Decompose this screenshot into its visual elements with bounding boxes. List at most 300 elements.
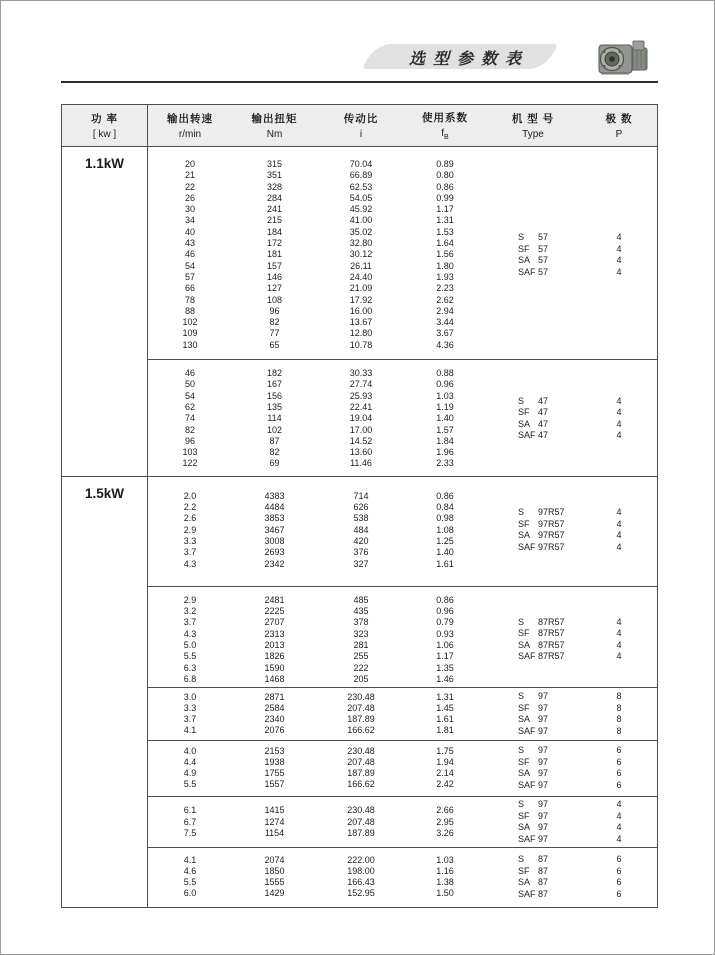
type-prefix: SAF — [518, 430, 536, 441]
type-column — [485, 799, 581, 845]
cell-value: 7.5 — [183, 827, 197, 838]
power-section — [62, 147, 657, 476]
cell-value: 328 — [266, 181, 283, 192]
type-prefix: S — [518, 507, 525, 518]
cell-value: 2013 — [264, 639, 285, 650]
cell-value: 1.84 — [436, 435, 454, 446]
pole-count: 6 — [616, 779, 622, 790]
poles-column — [581, 617, 657, 663]
cell-value: 207.48 — [347, 756, 375, 767]
power-rating-label: 1.5kW — [62, 477, 148, 907]
cell-value: 152.95 — [347, 888, 375, 899]
pole-count: 6 — [616, 888, 622, 899]
cell-value: 2.66 — [436, 805, 454, 816]
cell-value: 2313 — [264, 628, 285, 639]
cell-value: 5.0 — [183, 639, 197, 650]
type-model: 97R57 — [538, 518, 565, 529]
type-prefix: S — [518, 799, 525, 810]
cell-value: 2.9 — [183, 524, 197, 535]
gearbox-variant-block — [148, 796, 657, 847]
cell-value: 0.88 — [436, 368, 454, 379]
type-model: 97 — [538, 833, 549, 844]
cell-value: 167 — [266, 379, 283, 390]
type-designation — [518, 396, 581, 408]
cell-value: 1.38 — [436, 877, 454, 888]
cell-value: 82 — [269, 317, 280, 328]
type-model: 87 — [538, 888, 549, 899]
cell-value: 13.60 — [349, 447, 373, 458]
torque-column — [232, 855, 317, 900]
cell-value: 2153 — [264, 745, 285, 756]
cell-value: 378 — [353, 617, 369, 628]
cell-value: 1.93 — [436, 271, 454, 282]
cell-value: 4.4 — [183, 756, 197, 767]
cell-value: 6.8 — [183, 673, 197, 684]
pole-count: 4 — [616, 507, 622, 518]
cell-value: 54 — [184, 260, 195, 271]
cell-value: 2.2 — [183, 502, 197, 513]
cell-value: 166.62 — [347, 779, 375, 790]
speed-column — [148, 159, 232, 351]
cell-value: 241 — [266, 204, 283, 215]
cell-value: 2.14 — [436, 768, 454, 779]
type-prefix: SF — [518, 756, 530, 767]
cell-value: 21 — [184, 170, 195, 181]
cell-value: 30.33 — [349, 368, 373, 379]
cell-value: 3.26 — [436, 827, 454, 838]
type-prefix: SA — [518, 822, 531, 833]
cell-value: 82 — [269, 447, 280, 458]
cell-value: 255 — [353, 651, 369, 662]
cell-value: 127 — [266, 283, 283, 294]
pole-count: 6 — [616, 756, 622, 767]
cell-value: 1.61 — [436, 558, 454, 569]
cell-value: 135 — [266, 401, 283, 412]
section-blocks — [148, 477, 657, 907]
type-designation — [518, 877, 581, 889]
cell-value: 2707 — [264, 617, 285, 628]
type-model: 97 — [538, 745, 549, 756]
type-designation — [518, 799, 581, 811]
cell-value: 130 — [182, 339, 198, 350]
type-designation — [518, 640, 581, 652]
cell-value: 46 — [184, 249, 195, 260]
cell-value: 3.7 — [183, 617, 197, 628]
type-designation — [518, 419, 581, 431]
speed-column — [148, 595, 232, 685]
cell-value: 4.3 — [183, 628, 197, 639]
type-designation — [518, 617, 581, 629]
speed-column — [148, 855, 232, 900]
cell-value: 30.12 — [349, 249, 373, 260]
cell-value: 66 — [184, 283, 195, 294]
cell-value: 1.46 — [436, 673, 454, 684]
type-designation — [518, 703, 581, 715]
cell-value: 2.62 — [436, 294, 454, 305]
type-prefix: SAF — [518, 725, 536, 736]
poles-column — [581, 396, 657, 442]
type-column — [485, 854, 581, 900]
cell-value: 281 — [353, 639, 369, 650]
cell-value: 4.9 — [183, 768, 197, 779]
pole-count: 4 — [616, 651, 622, 662]
type-designation — [518, 745, 581, 757]
power-section — [62, 476, 657, 907]
type-designation — [518, 255, 581, 267]
cell-value: 187.89 — [347, 714, 375, 725]
type-model: 87 — [538, 854, 549, 865]
speed-column — [148, 805, 232, 839]
cell-value: 222 — [353, 662, 369, 673]
cell-value: 4.1 — [183, 854, 197, 865]
gearbox-variant-block — [148, 477, 657, 586]
cell-value: 65 — [269, 339, 280, 350]
type-prefix: SAF — [518, 651, 536, 662]
cell-value: 215 — [266, 215, 283, 226]
pole-count: 4 — [616, 799, 622, 810]
header-divider — [61, 81, 658, 83]
ratio-column — [317, 805, 405, 839]
type-column — [485, 396, 581, 442]
pole-count: 4 — [616, 822, 622, 833]
type-designation — [518, 232, 581, 244]
type-designation — [518, 822, 581, 834]
cell-value: 4.0 — [183, 745, 197, 756]
ratio-column — [317, 692, 405, 737]
cell-value: 0.89 — [436, 159, 454, 169]
cell-value: 230.48 — [347, 805, 375, 816]
type-prefix: SAF — [518, 833, 536, 844]
pole-count: 4 — [616, 616, 622, 627]
cell-value: 46 — [184, 368, 195, 379]
cell-value: 1.17 — [436, 651, 454, 662]
cell-value: 69 — [269, 458, 280, 469]
cell-value: 57 — [184, 271, 195, 282]
gearbox-variant-block — [148, 359, 657, 476]
cell-value: 22 — [184, 181, 195, 192]
cell-value: 96 — [269, 305, 280, 316]
cell-value: 1.03 — [436, 854, 454, 865]
type-designation — [518, 768, 581, 780]
service-factor-column — [405, 805, 485, 839]
ratio-column — [317, 159, 405, 351]
cell-value: 16.00 — [349, 305, 373, 316]
type-prefix: S — [518, 616, 525, 627]
cell-value: 1.19 — [436, 401, 454, 412]
torque-column — [232, 368, 317, 470]
cell-value: 10.78 — [349, 339, 373, 350]
cell-value: 420 — [353, 535, 369, 546]
cell-value: 1.16 — [436, 865, 454, 876]
type-designation — [518, 542, 581, 554]
pole-count: 4 — [616, 628, 622, 639]
col-header-power: 功 率 [ kw ] — [62, 105, 148, 146]
cell-value: 0.93 — [436, 628, 454, 639]
torque-column — [232, 805, 317, 839]
cell-value: 6.0 — [183, 888, 197, 899]
cell-value: 17.00 — [349, 424, 373, 435]
cell-value: 1850 — [264, 865, 285, 876]
gearbox-variant-block — [148, 586, 657, 687]
poles-column — [581, 799, 657, 845]
type-prefix: S — [518, 232, 525, 243]
type-column — [485, 617, 581, 663]
pole-count: 4 — [616, 255, 622, 266]
cell-value: 166.43 — [347, 877, 375, 888]
torque-column — [232, 491, 317, 570]
cell-value: 114 — [267, 413, 282, 424]
service-factor-column — [405, 159, 485, 351]
cell-value: 3.3 — [183, 702, 197, 713]
cell-value: 351 — [266, 170, 283, 181]
type-model: 87R57 — [538, 639, 565, 650]
cell-value: 70.04 — [349, 159, 373, 169]
cell-value: 82 — [184, 424, 195, 435]
cell-value: 2.0 — [183, 490, 197, 501]
gearbox-variant-block — [148, 847, 657, 907]
cell-value: 6.7 — [183, 816, 197, 827]
cell-value: 54.05 — [349, 192, 373, 203]
pole-count: 4 — [616, 530, 622, 541]
cell-value: 77 — [269, 328, 280, 339]
cell-value: 4383 — [264, 490, 285, 501]
type-model: 47 — [538, 418, 549, 429]
poles-column — [581, 507, 657, 553]
cell-value: 205 — [353, 673, 369, 684]
ratio-column — [317, 855, 405, 900]
type-designation — [518, 866, 581, 878]
cell-value: 1826 — [264, 651, 285, 662]
type-prefix: SA — [518, 714, 531, 725]
cell-value: 2.6 — [183, 513, 197, 524]
cell-value: 26.11 — [350, 260, 372, 271]
gearbox-variant-block — [148, 740, 657, 796]
pole-count: 4 — [616, 430, 622, 441]
cell-value: 122 — [182, 458, 198, 469]
cell-value: 157 — [266, 260, 283, 271]
type-designation — [518, 267, 581, 279]
type-model: 97 — [538, 779, 549, 790]
cell-value: 6.3 — [183, 662, 197, 673]
pole-count: 4 — [616, 407, 622, 418]
type-model: 87 — [538, 877, 549, 888]
pole-count: 6 — [616, 745, 622, 756]
cell-value: 78 — [184, 294, 195, 305]
type-designation — [518, 519, 581, 531]
cell-value: 1.61 — [436, 714, 454, 725]
cell-value: 102 — [266, 424, 283, 435]
pole-count: 6 — [616, 854, 622, 865]
cell-value: 1557 — [264, 779, 285, 790]
cell-value: 26 — [184, 192, 195, 203]
cell-value: 376 — [353, 547, 369, 558]
type-designation — [518, 854, 581, 866]
cell-value: 17.92 — [349, 294, 373, 305]
cell-value: 230.48 — [347, 745, 375, 756]
type-designation — [518, 244, 581, 256]
speed-column — [148, 368, 232, 470]
cell-value: 62.53 — [349, 181, 373, 192]
type-designation — [518, 628, 581, 640]
pole-count: 8 — [616, 725, 622, 736]
type-model: 57 — [538, 266, 549, 277]
cell-value: 4.6 — [183, 865, 197, 876]
torque-column — [232, 692, 317, 737]
cell-value: 19.04 — [349, 413, 373, 424]
cell-value: 3.44 — [436, 317, 454, 328]
type-designation — [518, 726, 581, 738]
gear-motor-photo-icon — [595, 36, 655, 80]
type-model: 87R57 — [538, 628, 565, 639]
type-model: 87R57 — [538, 616, 565, 627]
cell-value: 34 — [184, 215, 195, 226]
type-prefix: SAF — [518, 266, 536, 277]
cell-value: 4.3 — [183, 558, 197, 569]
col-header-service-factor: 使用系数 $f_B$ — [422, 112, 468, 141]
cell-value: 187.89 — [347, 768, 375, 779]
type-prefix: SF — [518, 518, 530, 529]
cell-value: 41.00 — [349, 215, 373, 226]
cell-value: 484 — [353, 524, 369, 535]
poles-column — [581, 854, 657, 900]
cell-value: 0.99 — [436, 192, 454, 203]
col-header-type: 机 型 号 Type — [511, 113, 555, 140]
cell-value: 327 — [353, 558, 369, 569]
service-factor-column — [405, 595, 485, 685]
cell-value: 102 — [182, 317, 198, 328]
cell-value: 0.86 — [436, 594, 454, 605]
cell-value: 198.00 — [347, 865, 375, 876]
cell-value: 109 — [182, 328, 198, 339]
torque-column — [232, 595, 317, 685]
page-title: 选 型 参 数 表 — [408, 51, 523, 68]
cell-value: 1.08 — [436, 524, 454, 535]
cell-value: 1.75 — [436, 745, 454, 756]
type-model: 47 — [538, 407, 549, 418]
type-model: 57 — [538, 255, 549, 266]
type-prefix: SAF — [518, 779, 536, 790]
cell-value: 25.93 — [349, 390, 373, 401]
type-column — [485, 745, 581, 791]
cell-value: 156 — [266, 390, 283, 401]
pole-count: 8 — [616, 714, 622, 725]
service-factor-column — [405, 746, 485, 791]
cell-value: 5.5 — [183, 651, 197, 662]
pole-count: 6 — [616, 877, 622, 888]
type-column — [485, 507, 581, 553]
pole-count: 4 — [616, 243, 622, 254]
pole-count: 4 — [616, 639, 622, 650]
col-header-speed: 输出转速 r/min — [167, 113, 213, 140]
type-prefix: SAF — [518, 541, 536, 552]
type-prefix: SF — [518, 243, 530, 254]
cell-value: 0.84 — [436, 502, 454, 513]
cell-value: 30 — [184, 204, 195, 215]
type-model: 97 — [538, 691, 549, 702]
cell-value: 2076 — [264, 725, 285, 736]
cell-value: 50 — [184, 379, 195, 390]
cell-value: 187.89 — [347, 827, 375, 838]
cell-value: 2.23 — [436, 283, 454, 294]
service-factor-column — [405, 692, 485, 737]
cell-value: 3.3 — [183, 535, 197, 546]
cell-value: 21.09 — [349, 283, 373, 294]
cell-value: 1.31 — [436, 691, 454, 702]
type-prefix: S — [518, 395, 525, 406]
cell-value: 3853 — [264, 513, 285, 524]
cell-value: 2584 — [264, 702, 285, 713]
speed-column — [148, 746, 232, 791]
cell-value: 54 — [184, 390, 195, 401]
cell-value: 108 — [266, 294, 283, 305]
type-prefix: SF — [518, 702, 530, 713]
type-prefix: SA — [518, 530, 531, 541]
type-prefix: SF — [518, 865, 530, 876]
cell-value: 5.5 — [183, 779, 197, 790]
cell-value: 626 — [353, 502, 369, 513]
type-model: 57 — [538, 243, 549, 254]
type-designation — [518, 834, 581, 846]
cell-value: 13.67 — [349, 317, 373, 328]
cell-value: 222.00 — [347, 854, 375, 865]
type-column — [485, 691, 581, 737]
cell-value: 4484 — [264, 502, 285, 513]
cell-value: 0.96 — [436, 379, 454, 390]
cell-value: 172 — [266, 238, 283, 249]
type-designation — [518, 757, 581, 769]
pole-count: 4 — [616, 232, 622, 243]
cell-value: 1.53 — [436, 226, 454, 237]
type-prefix: SF — [518, 810, 530, 821]
type-model: 97 — [538, 714, 549, 725]
type-model: 97 — [538, 822, 549, 833]
type-designation — [518, 714, 581, 726]
type-column — [485, 232, 581, 278]
cell-value: 3008 — [264, 535, 285, 546]
cell-value: 1.64 — [436, 238, 454, 249]
cell-value: 2693 — [264, 547, 285, 558]
cell-value: 45.92 — [349, 204, 373, 215]
type-model: 97 — [538, 756, 549, 767]
cell-value: 40 — [184, 226, 195, 237]
cell-value: 485 — [353, 594, 369, 605]
ratio-column — [317, 746, 405, 791]
type-designation — [518, 780, 581, 792]
cell-value: 88 — [184, 305, 195, 316]
cell-value: 3.2 — [183, 606, 197, 617]
type-designation — [518, 530, 581, 542]
cell-value: 1.06 — [436, 639, 454, 650]
type-model: 97R57 — [538, 541, 565, 552]
cell-value: 103 — [182, 447, 198, 458]
type-model: 97 — [538, 799, 549, 810]
pole-count: 6 — [616, 865, 622, 876]
type-prefix: SA — [518, 639, 531, 650]
cell-value: 3.67 — [436, 328, 454, 339]
table-body — [62, 147, 657, 907]
type-model: 47 — [538, 430, 549, 441]
type-model: 57 — [538, 232, 549, 243]
cell-value: 4.1 — [183, 725, 197, 736]
ratio-column — [317, 595, 405, 685]
torque-column — [232, 746, 317, 791]
pole-count: 4 — [616, 518, 622, 529]
cell-value: 3.7 — [183, 547, 197, 558]
speed-column — [148, 491, 232, 570]
cell-value: 2342 — [264, 558, 285, 569]
cell-value: 1.45 — [436, 702, 454, 713]
cell-value: 2.33 — [436, 458, 454, 469]
